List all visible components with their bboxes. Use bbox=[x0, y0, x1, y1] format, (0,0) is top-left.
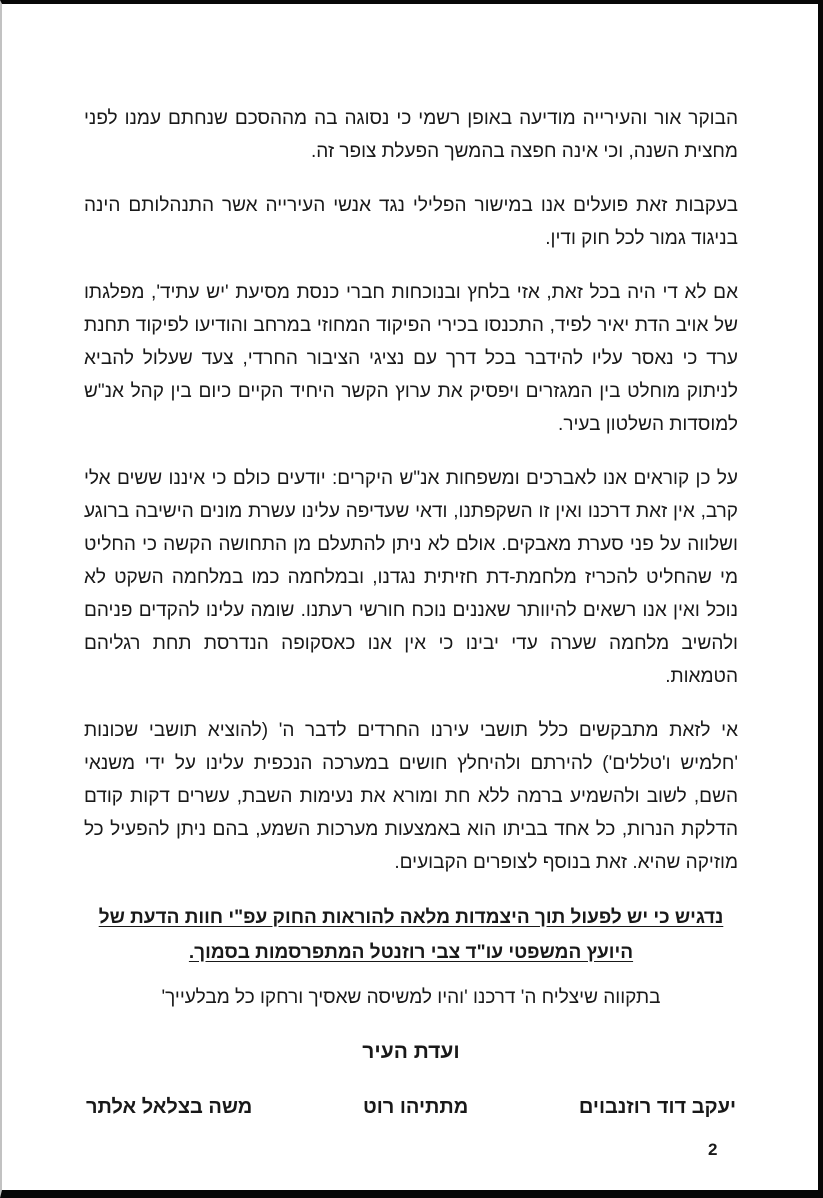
signatory-name: מתתיהו רוט bbox=[362, 1096, 469, 1118]
page-number: 2 bbox=[708, 1140, 718, 1159]
body-paragraph: אי לזאת מתבקשים כלל תושבי עירנו החרדים לדבר ה' (להוציא תושבי שכונות 'חלמיש ו'טללים') להירתם ולהיחלץ חושים במערכה הנכפית עלינו על ידי משנאי השם, לשוב ולהשמיע ברמה ללא חת ומורא את נעימות השבת, עשרים דקות קודם הדלקת הנרות, כל אחד בביתו הוא באמצעות מערכות השמע, בהם ניתן להפעיל כל מוזיקה שהיא. זאת בנוסף לצופרים הקבועים. bbox=[84, 720, 738, 873]
body-paragraph: בעקבות זאת פועלים אנו במישור הפלילי נגד אנשי העירייה אשר התנהלותם הינה בניגוד גמור לכל חוק ודין. bbox=[84, 195, 738, 249]
body-paragraph: על כן קוראים אנו לאברכים ומשפחות אנ"ש היקרים: יודעים כולם כי איננו ששים אלי קרב, אין זאת דרכנו ואין זו השקפתנו, ודאי שעדיפה עלינו עשרת מונים הישיבה ברוגע ושלווה על פני סערת מאבקים. אולם לא ניתן להתעלם מן התחושה הקשה כי החליט מי שהחליט להכריז מלחמת-דת חזיתית נגדנו, ובמלחמה כמו במלחמה השקט לא נוכל ואין אנו רשאים להיוותר שאננים נוכח חורשי רעתנו. שומה עלינו להקדים פניהם ולהשיב מלחמה שערה עדי יבינו כי אין אנו כאסקופה הנדרסת תחת רגליהם הטמאות. bbox=[84, 468, 738, 687]
legal-emphasis-note: נדגיש כי יש לפעול תוך היצמדות מלאה להוראות החוק עפ"י חוות הדעת של היועץ המשפטי עו"ד צבי רוזנטל המתפרסמות בסמוך. bbox=[98, 907, 724, 963]
body-paragraph: אם לא די היה בכל זאת, אזי בלחץ ובנוכחות חברי כנסת מסיעת 'יש עתיד', מפלגתו של אויב הדת יאיר לפיד, התכנסו בכירי הפיקוד המחוזי במרחב והודיעו לפיקוד תחנת ערד כי נאסר עליו להידבר בכל דרך עם נציגי הציבור החרדי, צעד שעלול להביא לניתוק מוחלט בין המגזרים ויפסיק את ערוץ הקשר היחיד הקיים כיום בין קהל אנ"ש למוסדות השלטון בעיר. bbox=[84, 282, 738, 435]
closing-blessing: בתקווה שיצליח ה' דרכנו 'והיו למשיסה שאסיך ורחקו כל מבלעייך' bbox=[161, 987, 661, 1008]
signatory-name: יעקב דוד רוזנבוים bbox=[578, 1096, 736, 1118]
committee-title: ועדת העיר bbox=[362, 1040, 460, 1063]
signatory-name: משה בצלאל אלתר bbox=[86, 1096, 253, 1118]
body-paragraph: הבוקר אור והעירייה מודיעה באופן רשמי כי נסוגה בה מההסכם שנחתם עמנו לפני מחצית השנה, וכי אינה חפצה בהמשך הפעלת צופר זה. bbox=[84, 108, 738, 162]
signature-row bbox=[84, 1096, 738, 1119]
